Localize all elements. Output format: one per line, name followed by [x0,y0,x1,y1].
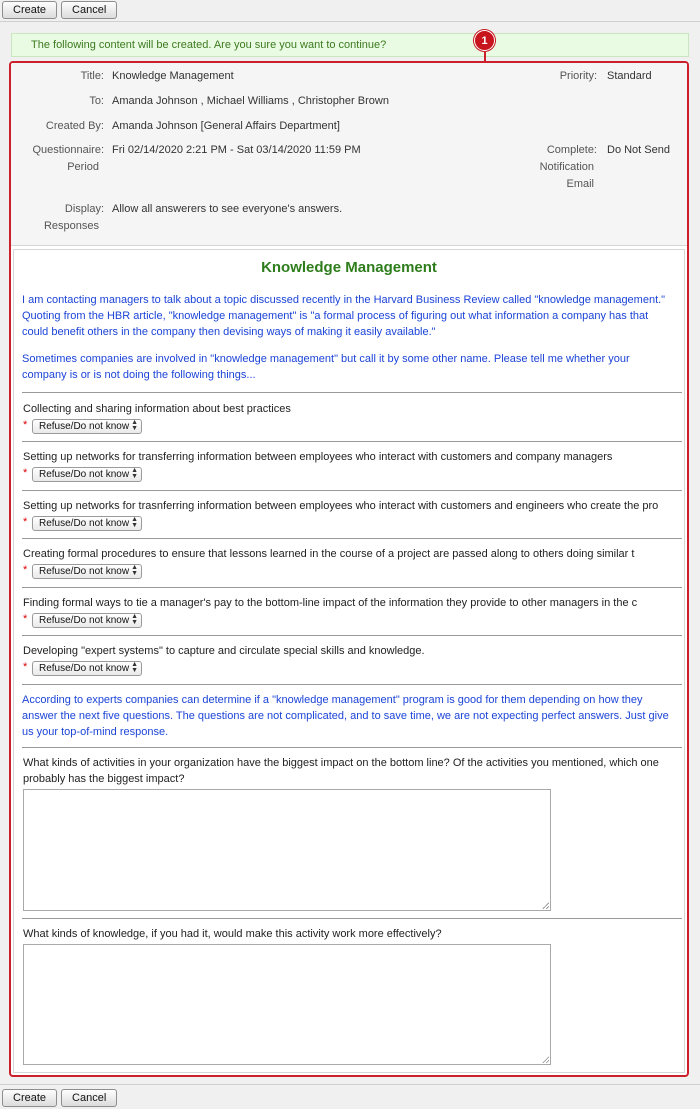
question-2-select[interactable] [32,467,142,482]
complete-notification-label: Complete: [546,144,597,156]
title-value: Knowledge Management [112,70,234,82]
updown-arrows-icon: ▲ ▼ [131,516,138,529]
question-4-text: Creating formal procedures to ensure that lessons learned in the course of a project are passed along to others doing similar t [23,548,635,560]
resize-grip-icon[interactable] [542,902,549,909]
divider [22,635,682,636]
cancel-button[interactable]: Cancel [61,1,117,19]
divider [22,538,682,539]
complete-notification-value: Do Not Send [607,144,670,156]
question-2-text: Setting up networks for transferring information between employees who interact with customers and company managers [23,451,613,463]
updown-arrows-icon: ▲ ▼ [131,467,138,480]
open-question-1-text: What kinds of activities in your organization have the biggest impact on the bottom line? Of the activities you mentioned, which one probably has the biggest impact? [23,757,659,785]
required-mark: * [23,564,28,576]
question-6-select-value: Refuse/Do not know [39,663,130,674]
divider [22,747,682,748]
open-question-1-textarea[interactable] [23,789,551,911]
question-5-select[interactable] [32,613,142,628]
questionnaire-period-value: Fri 02/14/2020 2:21 PM - Sat 03/14/2020 11:59 PM [112,144,361,156]
question-4-select[interactable] [32,564,142,579]
updown-arrows-icon: ▲ ▼ [131,564,138,577]
confirmation-notice: The following content will be created. Are you sure you want to continue? [11,33,689,57]
updown-arrows-icon: ▲ ▼ [131,661,138,674]
question-5-text: Finding formal ways to tie a manager's pay to the bottom-line impact of the information they provide to other managers in the c [23,597,638,609]
question-6-text: Developing "expert systems" to capture and circulate special skills and knowledge. [23,645,425,657]
divider [22,684,682,685]
title-label: Title: [80,70,104,82]
intro-paragraph-3: According to experts companies can determine if a "knowledge management" program is good for them depending on how they answer the next five questions. The questions are not complicated, and to save time, we are not expecting perfect answers. Just give us your top-of-mind response. [22,694,669,738]
required-mark: * [23,516,28,528]
survey-title: Knowledge Management [261,259,437,276]
required-mark: * [23,419,28,431]
question-3-text: Setting up networks for trasnferring information between employees who interact with customers and engineers who create the pro [23,500,659,512]
question-4-select-value: Refuse/Do not know [39,566,130,577]
to-value: Amanda Johnson , Michael Williams , Christopher Brown [112,95,389,107]
bottom-button-bar [2,1089,117,1109]
cancel-button-bottom[interactable]: Cancel [61,1089,117,1107]
complete-notification-label-3: Email [566,178,594,190]
questionnaire-period-label-2: Period [67,161,99,173]
callout-badge: 1 [474,30,495,51]
questionnaire-period-label: Questionnaire: [32,144,104,156]
divider [22,490,682,491]
created-by-label: Created By: [45,120,104,132]
display-responses-value: Allow all answerers to see everyone's answers. [112,203,343,215]
metadata-panel [11,63,687,246]
required-mark: * [23,467,28,479]
priority-value: Standard [607,70,652,82]
open-question-2-text: What kinds of knowledge, if you had it, would make this activity work more effectively? [23,928,442,940]
question-1-select[interactable] [32,419,142,434]
intro-paragraph-1: I am contacting managers to talk about a topic discussed recently in the Harvard Business Review called "knowledge management." Quoting from the HBR article, "knowledge management" is "a formal process of figuring out what information a company has that could benefit others in the company then devising ways of making it easily available." [22,294,666,338]
complete-notification-label-2: Notification [539,161,594,173]
display-responses-label: Display: [64,203,104,215]
required-mark: * [23,661,28,673]
updown-arrows-icon: ▲ ▼ [131,419,138,432]
divider [0,21,700,22]
open-question-2-textarea[interactable] [23,944,551,1065]
divider [22,441,682,442]
question-1-select-value: Refuse/Do not know [39,421,130,432]
priority-label: Priority: [559,70,597,82]
display-responses-label-2: Responses [43,220,99,232]
top-button-bar [2,1,117,21]
resize-grip-icon[interactable] [542,1056,549,1063]
divider [0,1084,700,1085]
create-button-bottom[interactable]: Create [2,1089,57,1107]
updown-arrows-icon: ▲ ▼ [131,613,138,626]
required-mark: * [23,613,28,625]
survey-preview [13,249,685,1073]
divider [22,392,682,393]
question-5-select-value: Refuse/Do not know [39,615,130,626]
question-3-select-value: Refuse/Do not know [39,518,130,529]
question-3-select[interactable] [32,516,142,531]
divider [22,918,682,919]
question-2-select-value: Refuse/Do not know [39,469,130,480]
question-1-text: Collecting and sharing information about best practices [23,403,291,415]
callout-stem [484,52,486,61]
to-label: To: [89,95,104,107]
intro-paragraph-2: Sometimes companies are involved in "knowledge management" but call it by some other name. Please tell me whether your company is or is not doing the following things... [22,353,630,381]
preview-frame [9,61,689,1077]
divider [22,587,682,588]
create-button[interactable]: Create [2,1,57,19]
created-by-value: Amanda Johnson [General Affairs Department] [112,120,340,132]
question-6-select[interactable] [32,661,142,676]
